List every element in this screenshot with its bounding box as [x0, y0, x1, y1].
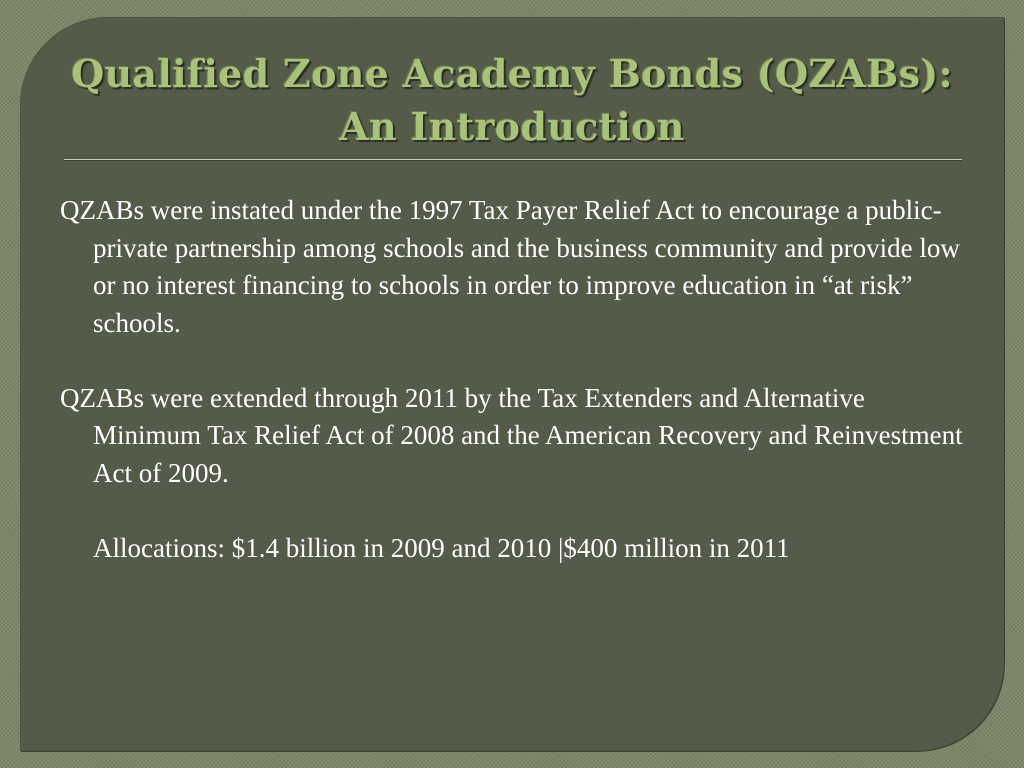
paragraph-qzab-origin: QZABs were instated under the 1997 Tax Payer Relief Act to encourage a public-private partnership among schools and the business community and provide low or no interest financing to schools in order to improve education in “at risk” schools.	[60, 195, 960, 338]
paragraph-qzab-extension: QZABs were extended through 2011 by the Tax Extenders and Alternative Minimum Tax Relief Act of 2008 and the American Recovery and Reinvestment Act of 2009.	[60, 382, 963, 488]
title-divider	[64, 159, 962, 160]
slide-panel	[20, 17, 1004, 751]
slide-body	[60, 192, 970, 567]
paragraph-spacer	[60, 492, 970, 530]
slide-title	[40, 47, 984, 153]
paragraph-allocations: Allocations: $1.4 billion in 2009 and 2010 |$400 million in 2011	[93, 532, 790, 563]
paragraph-spacer	[60, 342, 970, 380]
slide-title-line-2: An Introduction	[339, 104, 685, 149]
slide-title-line-1: Qualified Zone Academy Bonds (QZABs):	[71, 51, 953, 96]
